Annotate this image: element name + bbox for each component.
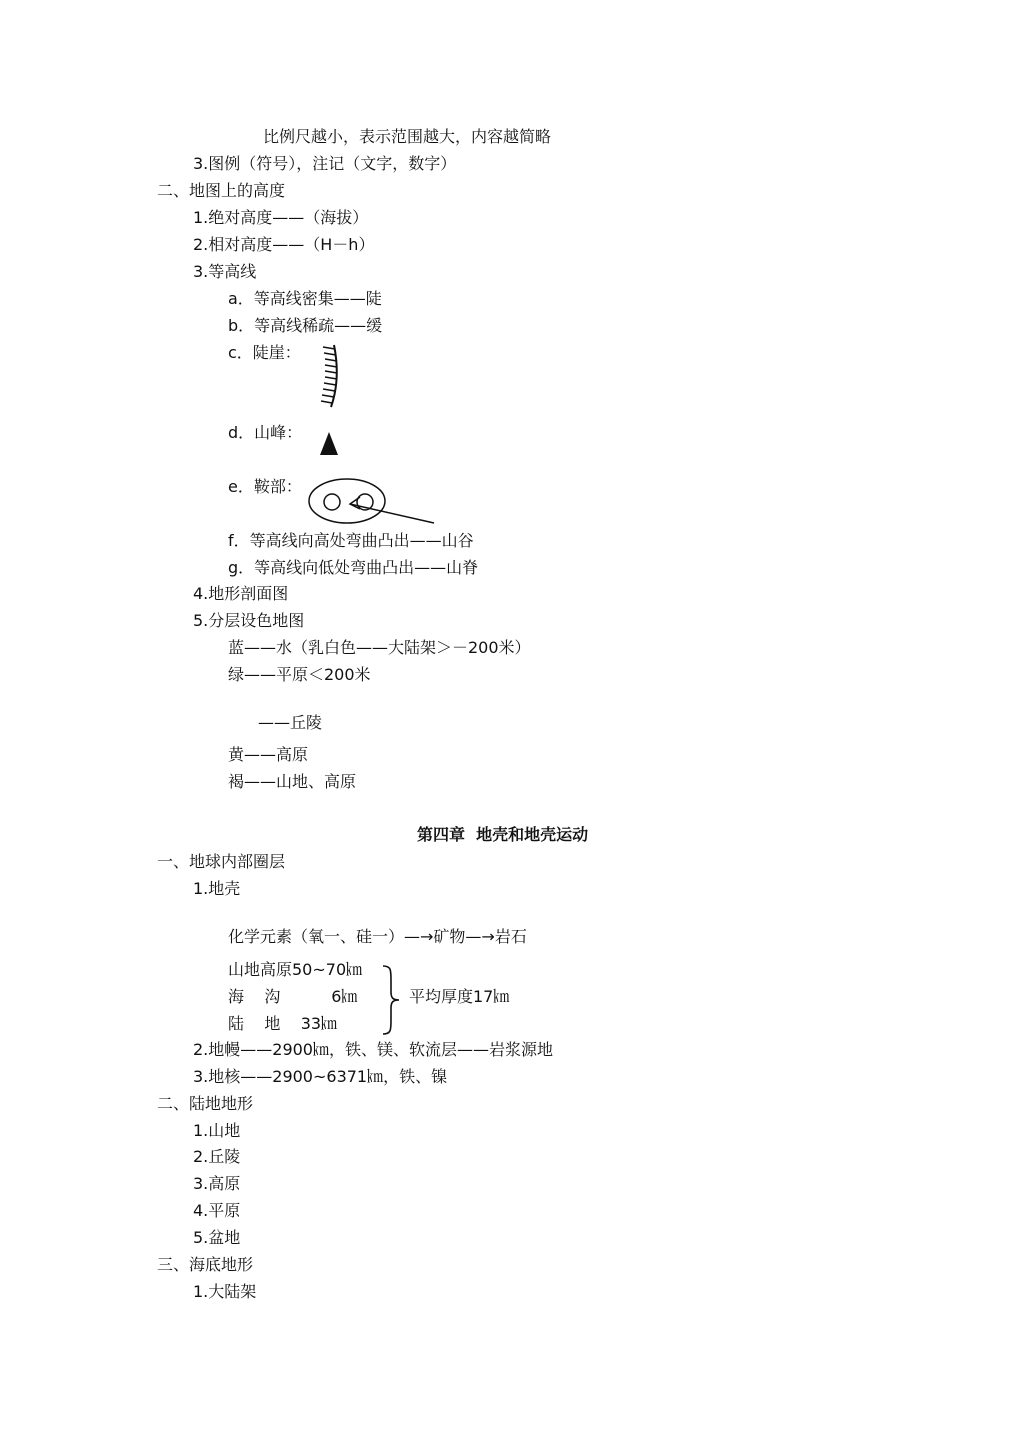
list-item: 3.图例（符号），注记（文字，数字） bbox=[193, 154, 457, 173]
text-line: 海 沟 6㎞ bbox=[228, 987, 358, 1006]
right-brace bbox=[380, 964, 404, 1036]
section-heading: 二、地图上的高度 bbox=[157, 181, 286, 200]
text-line: 平均厚度17㎞ bbox=[409, 987, 510, 1006]
list-item: 1.地壳 bbox=[193, 879, 241, 898]
cliff-symbol bbox=[318, 343, 348, 411]
section-heading: 二、陆地地形 bbox=[157, 1094, 254, 1113]
section-heading: 三、海底地形 bbox=[157, 1255, 254, 1274]
list-item: 1.绝对高度——（海拔） bbox=[193, 208, 369, 227]
text-line: 褐——山地、高原 bbox=[228, 772, 357, 791]
list-item: 2.相对高度——（H－h） bbox=[193, 235, 375, 254]
text-line: 山地高原50~70㎞ bbox=[228, 960, 363, 979]
text-line: 陆 地 33㎞ bbox=[228, 1014, 338, 1033]
text-line: ——丘陵 bbox=[258, 713, 323, 732]
sub-item: a．等高线密集——陡 bbox=[228, 289, 382, 308]
saddle-contour-diagram bbox=[308, 478, 438, 524]
sub-item: f．等高线向高处弯曲凸出——山谷 bbox=[228, 531, 474, 550]
text-line: 比例尺越小，表示范围越大，内容越简略 bbox=[263, 127, 552, 146]
list-item: 5.盆地 bbox=[193, 1228, 241, 1247]
sub-item: c．陡崖： bbox=[228, 343, 301, 362]
sub-item: e．鞍部： bbox=[228, 477, 302, 496]
list-item: 3.地核——2900~6371㎞，铁、镍 bbox=[193, 1067, 448, 1086]
list-item: 4.地形剖面图 bbox=[193, 584, 289, 603]
list-item: 3.高原 bbox=[193, 1174, 241, 1193]
list-item: 1.大陆架 bbox=[193, 1282, 257, 1301]
list-item: 1.山地 bbox=[193, 1121, 241, 1140]
sub-item: d．山峰： bbox=[228, 423, 303, 442]
peak-triangle-icon bbox=[318, 431, 340, 457]
text-line: 蓝——水（乳白色——大陆架＞－200米） bbox=[228, 638, 531, 657]
section-heading: 一、地球内部圈层 bbox=[157, 852, 286, 871]
list-item: 2.丘陵 bbox=[193, 1147, 241, 1166]
sub-item: g．等高线向低处弯曲凸出——山脊 bbox=[228, 558, 479, 577]
list-item: 3.等高线 bbox=[193, 262, 257, 281]
text-line: 绿——平原＜200米 bbox=[228, 665, 371, 684]
list-item: 5.分层设色地图 bbox=[193, 611, 305, 630]
text-line: 化学元素（氧一、硅一）—→矿物—→岩石 bbox=[228, 927, 527, 946]
list-item: 4.平原 bbox=[193, 1201, 241, 1220]
sub-item: b．等高线稀疏——缓 bbox=[228, 316, 383, 335]
chapter-title: 第四章 地壳和地壳运动 bbox=[417, 825, 589, 844]
text-line: 黄——高原 bbox=[228, 745, 309, 764]
list-item: 2.地幔——2900㎞，铁、镁、软流层——岩浆源地 bbox=[193, 1040, 553, 1059]
